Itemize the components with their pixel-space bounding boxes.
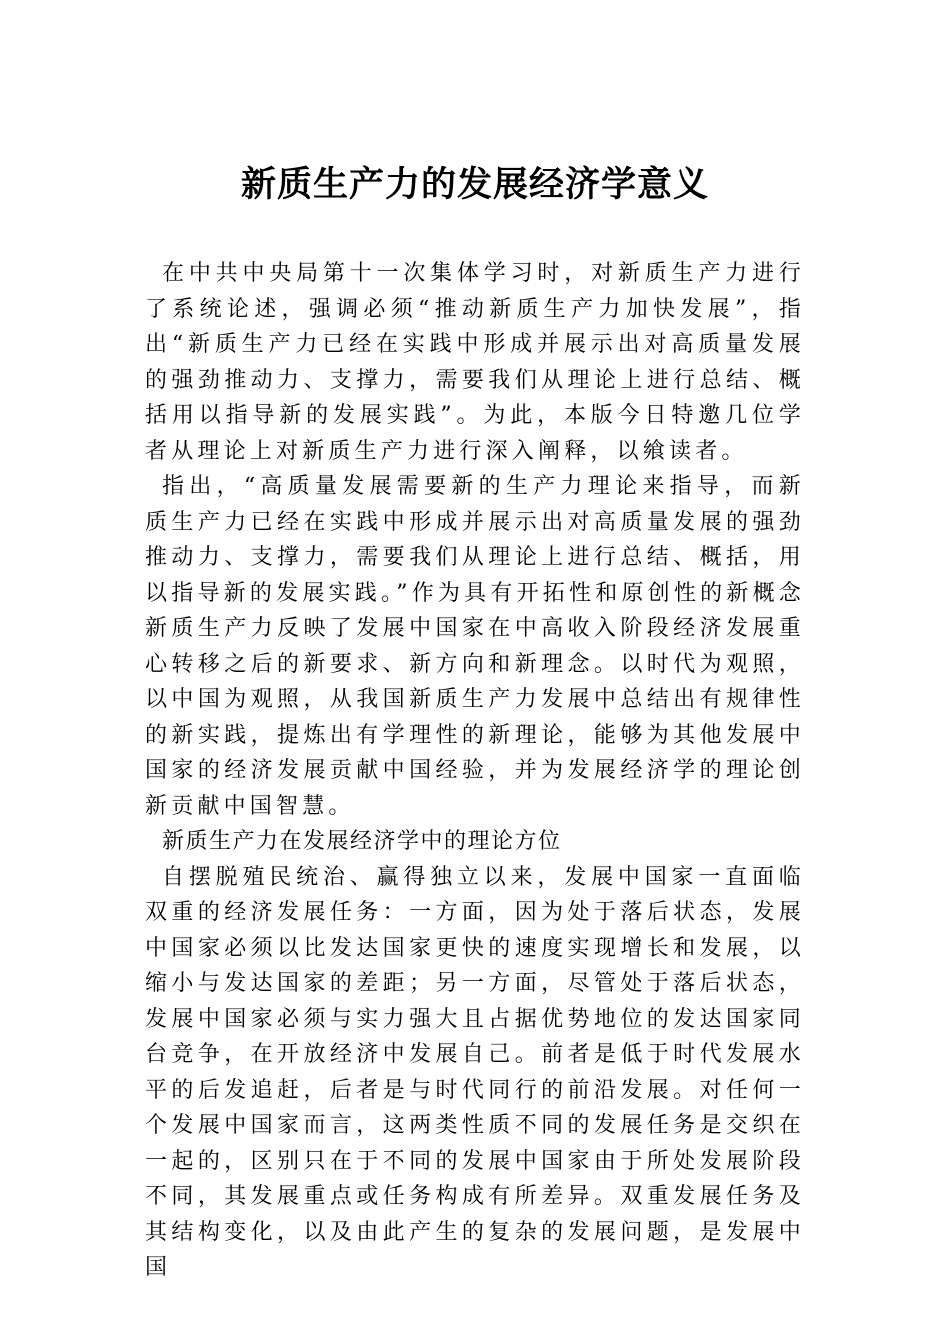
section-heading: 新质生产力在发展经济学中的理论方位 xyxy=(162,829,562,854)
body-paragraph: 指出，“高质量发展需要新的生产力理论来指导，而新质生产力已经在实践中形成并展示出对高质量发展的强劲推动力、支撑力，需要我们从理论上进行总结、概括，用以指导新的发展实践。”作为具有开拓性和原创性的新概念新质生产力反映了发展中国家在中高收入阶段经济发展重心转移之后的新要求、新方向和新理念。以时代为观照，以中国为观照，从我国新质生产力发展中总结出有规律性的新实践，提炼出有学理性的新理论，能够为其他发展中国家的经济发展贡献中国经验，并为发展经济学的理论创新贡献中国智慧。 xyxy=(145,474,805,819)
section-paragraph: 自摆脱殖民统治、赢得独立以来，发展中国家一直面临双重的经济发展任务：一方面，因为处于落后状态，发展中国家必须以比发达国家更快的速度实现增长和发展，以缩小与发达国家的差距；另一方面，尽管处于落后状态，发展中国家必须与实力强大且占据优势地位的发达国家同台竞争，在开放经济中发展自己。前者是低于时代发展水平的后发追赶，后者是与时代同行的前沿发展。对任何一个发展中国家而言，这两类性质不同的发展任务是交织在一起的，区别只在于不同的发展中国家由于所处发展阶段不同，其发展重点或任务构成有所差异。双重发展任务及其结构变化，以及由此产生的复杂的发展问题，是发展中国 xyxy=(145,864,805,1280)
document-title: 新质生产力的发展经济学意义 xyxy=(240,164,709,205)
intro-paragraph: 在中共中央局第十一次集体学习时，对新质生产力进行了系统论述，强调必须“推动新质生产力加快发展”，指出“新质生产力已经在实践中形成并展示出对高质量发展的强劲推动力、支撑力，需要我们从理论上进行总结、概括用以指导新的发展实践”。为此，本版今日特邀几位学者从理论上对新质生产力进行深入阐释，以飨读者。 xyxy=(145,261,805,464)
document-body xyxy=(145,256,805,1286)
